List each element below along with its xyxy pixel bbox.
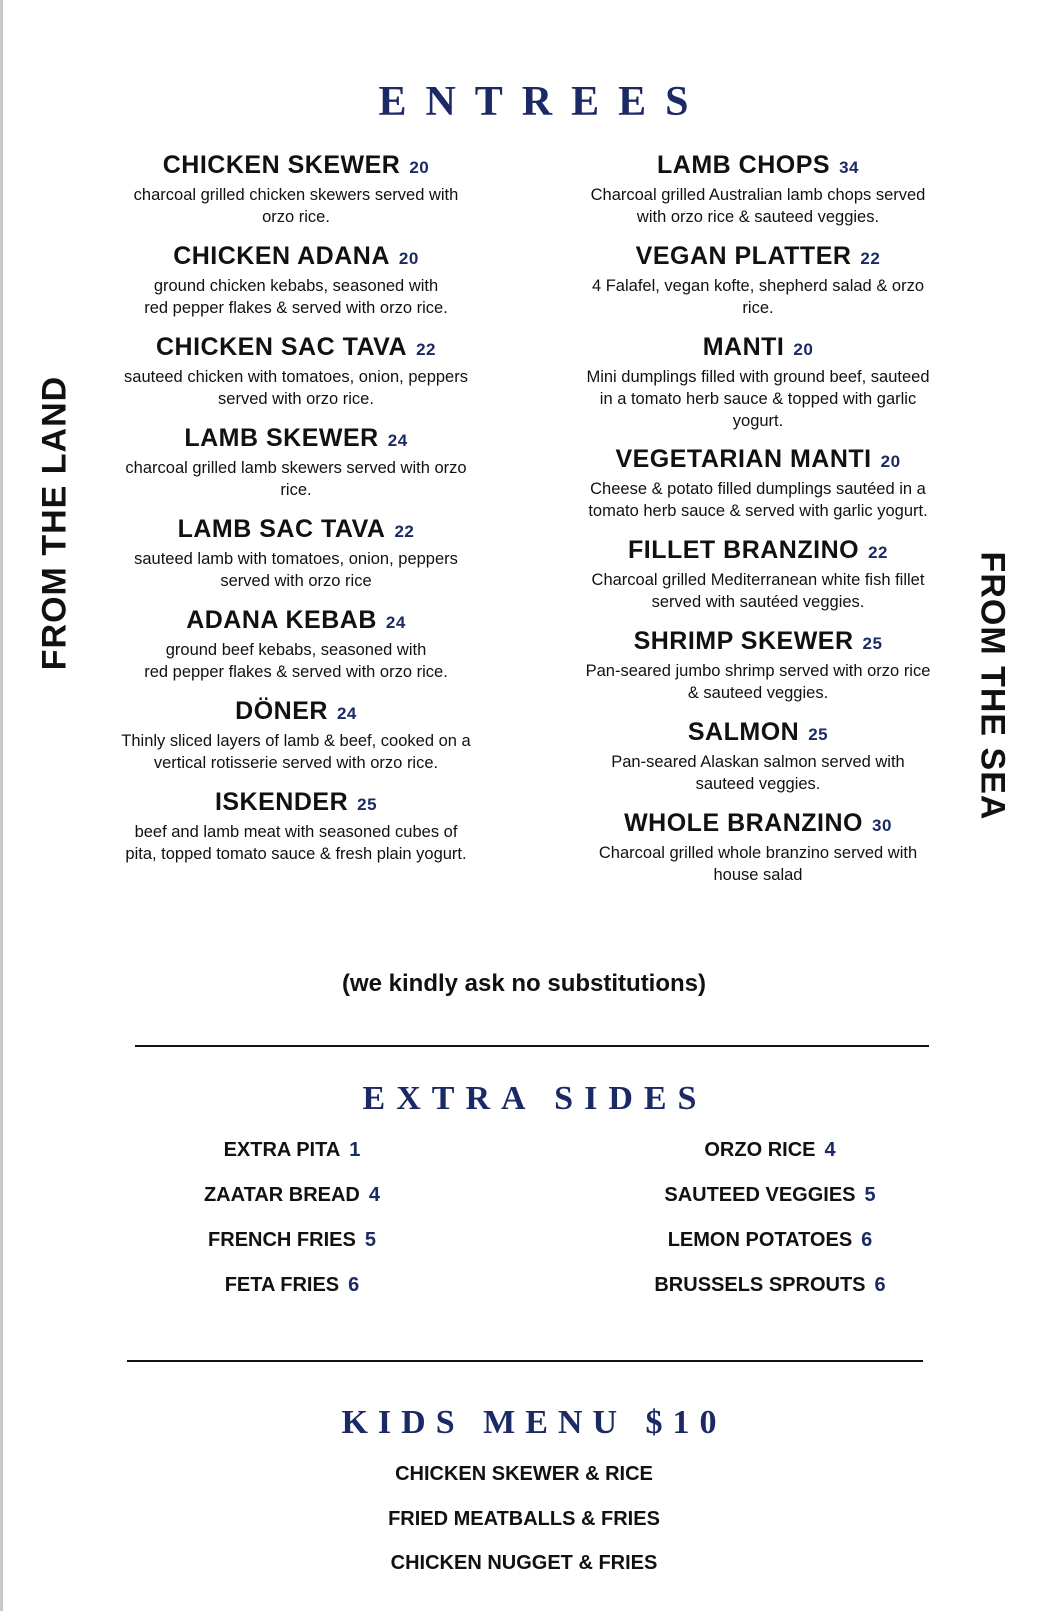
item-price: 22: [868, 543, 888, 562]
side-item: [127, 1229, 457, 1252]
menu-item: [548, 241, 968, 319]
item-name: LAMB CHOPS: [657, 151, 831, 179]
item-description: served with sautéed veggies.: [651, 593, 865, 611]
side-price: 5: [364, 1229, 376, 1251]
side-name: LEMON POTATOES: [667, 1229, 853, 1251]
item-description: Pan-seared Alaskan salmon served with: [611, 753, 905, 771]
side-price: 5: [864, 1184, 876, 1206]
side-name: EXTRA PITA: [223, 1139, 341, 1161]
item-description: sauteed lamb with tomatoes, onion, peppers: [134, 550, 458, 568]
item-price: 20: [398, 249, 419, 268]
side-name: BRUSSELS SPROUTS: [654, 1274, 866, 1296]
item-description: Charcoal grilled Mediterranean white fish fillet: [591, 571, 925, 589]
item-description: rice.: [280, 481, 312, 499]
item-description: house salad: [713, 866, 803, 884]
item-description: with orzo rice & sauteed veggies.: [636, 208, 880, 226]
menu-item: [86, 241, 506, 319]
side-name: FRENCH FRIES: [208, 1229, 356, 1251]
side-item: [605, 1184, 935, 1207]
item-price: 20: [793, 340, 814, 359]
entrees-heading: ENTREES: [378, 79, 708, 125]
side-name: FETA FRIES: [224, 1274, 340, 1296]
kids-item: FRIED MEATBALLS & FRIES: [388, 1508, 660, 1530]
item-name: ADANA KEBAB: [186, 606, 377, 634]
item-price: 22: [394, 522, 415, 541]
item-name: ISKENDER: [214, 788, 349, 816]
item-description: served with orzo rice.: [218, 390, 374, 408]
divider: [135, 1045, 929, 1047]
side-item: [605, 1139, 935, 1162]
item-name: WHOLE BRANZINO: [624, 809, 863, 837]
item-description: ground beef kebabs, seasoned with: [165, 641, 427, 659]
side-item: [605, 1274, 935, 1297]
side-price: 6: [861, 1229, 873, 1251]
item-description: Charcoal grilled whole branzino served with: [598, 844, 918, 862]
item-price: 22: [860, 249, 881, 268]
item-name: DÖNER: [235, 697, 328, 725]
item-description: Cheese & potato filled dumplings sautéed in a: [590, 480, 926, 498]
item-name: SHRIMP SKEWER: [633, 627, 854, 655]
item-name: SALMON: [687, 718, 800, 746]
kids-menu-heading: KIDS MENU $10: [341, 1404, 727, 1441]
item-price: 24: [385, 613, 406, 632]
item-name: FILLET BRANZINO: [627, 536, 860, 564]
side-item: [605, 1229, 935, 1252]
from-the-sea-label: FROM THE SEA: [973, 551, 1012, 821]
item-description: red pepper flakes & served with orzo rice.: [144, 663, 448, 681]
menu-item: [86, 332, 506, 410]
kids-item: CHICKEN NUGGET & FRIES: [390, 1552, 658, 1574]
menu-item: [86, 423, 506, 501]
item-description: Charcoal grilled Australian lamb chops served: [590, 186, 926, 204]
item-description: rice.: [742, 299, 774, 317]
item-description: vertical rotisserie served with orzo rice.: [153, 754, 439, 772]
item-description: Mini dumplings filled with ground beef, sauteed: [586, 368, 930, 386]
menu-item: [86, 514, 506, 592]
item-description: charcoal grilled chicken skewers served with: [133, 186, 459, 204]
item-description: tomato herb sauce & served with garlic yogurt.: [588, 502, 928, 520]
side-item: [127, 1139, 457, 1162]
item-name: CHICKEN SKEWER: [162, 151, 401, 179]
menu-item: [86, 696, 506, 774]
side-price: 4: [368, 1184, 381, 1206]
menu-item: [548, 332, 968, 432]
item-name: VEGETARIAN MANTI: [615, 445, 872, 473]
kids-item: CHICKEN SKEWER & RICE: [395, 1463, 653, 1485]
side-price: 1: [349, 1139, 361, 1161]
side-name: ORZO RICE: [704, 1139, 816, 1161]
item-price: 30: [872, 816, 892, 835]
side-name: ZAATAR BREAD: [203, 1184, 360, 1206]
side-price: 6: [874, 1274, 886, 1296]
item-description: & sauteed veggies.: [687, 684, 829, 702]
side-price: 6: [348, 1274, 360, 1296]
item-description: ground chicken kebabs, seasoned with: [153, 277, 439, 295]
menu-item: [86, 150, 506, 228]
item-name: CHICKEN ADANA: [173, 242, 390, 270]
item-price: 22: [416, 340, 436, 359]
item-price: 24: [336, 704, 357, 723]
item-description: Pan-seared jumbo shrimp served with orzo rice: [585, 662, 931, 680]
item-description: pita, topped tomato sauce & fresh plain yogurt.: [125, 845, 467, 863]
item-description: sauteed veggies.: [695, 775, 821, 793]
item-description: sauteed chicken with tomatoes, onion, peppers: [124, 368, 468, 386]
side-item: [127, 1184, 457, 1207]
substitutions-note: (we kindly ask no substitutions): [341, 970, 707, 997]
item-description: Thinly sliced layers of lamb & beef, cooked on a: [121, 732, 471, 750]
page-edge-line: [0, 0, 3, 1611]
menu-item: [86, 605, 506, 683]
item-price: 34: [839, 158, 859, 177]
extra-sides-heading: EXTRA SIDES: [362, 1080, 708, 1117]
item-price: 24: [387, 431, 408, 450]
item-name: MANTI: [702, 333, 785, 361]
divider: [127, 1360, 923, 1362]
item-name: VEGAN PLATTER: [635, 242, 852, 270]
item-description: red pepper flakes & served with orzo rice.: [144, 299, 448, 317]
item-description: served with orzo rice: [220, 572, 372, 590]
item-name: CHICKEN SAC TAVA: [156, 333, 408, 361]
from-the-land-label: FROM THE LAND: [35, 375, 74, 671]
menu-item: [548, 444, 968, 522]
menu-item: [548, 150, 968, 228]
item-description: orzo rice.: [262, 208, 330, 226]
menu-item: [86, 787, 506, 865]
item-price: 25: [357, 795, 378, 814]
menu-item: [548, 717, 968, 795]
side-name: SAUTEED VEGGIES: [664, 1184, 856, 1206]
item-description: 4 Falafel, vegan kofte, shepherd salad & orzo: [591, 277, 925, 295]
item-price: 20: [409, 158, 430, 177]
item-description: charcoal grilled lamb skewers served with orzo: [125, 459, 467, 477]
item-description: beef and lamb meat with seasoned cubes of: [134, 823, 458, 841]
menu-item: [548, 808, 968, 886]
item-description: yogurt.: [732, 412, 784, 430]
menu-item: [548, 626, 968, 704]
item-name: LAMB SKEWER: [184, 424, 379, 452]
item-price: 25: [808, 725, 829, 744]
menu-item: [548, 535, 968, 613]
item-name: LAMB SAC TAVA: [177, 515, 386, 543]
side-price: 4: [824, 1139, 836, 1161]
item-price: 25: [862, 634, 883, 653]
side-item: [127, 1274, 457, 1297]
item-price: 20: [880, 452, 901, 471]
item-description: in a tomato herb sauce & topped with garlic: [599, 390, 917, 408]
